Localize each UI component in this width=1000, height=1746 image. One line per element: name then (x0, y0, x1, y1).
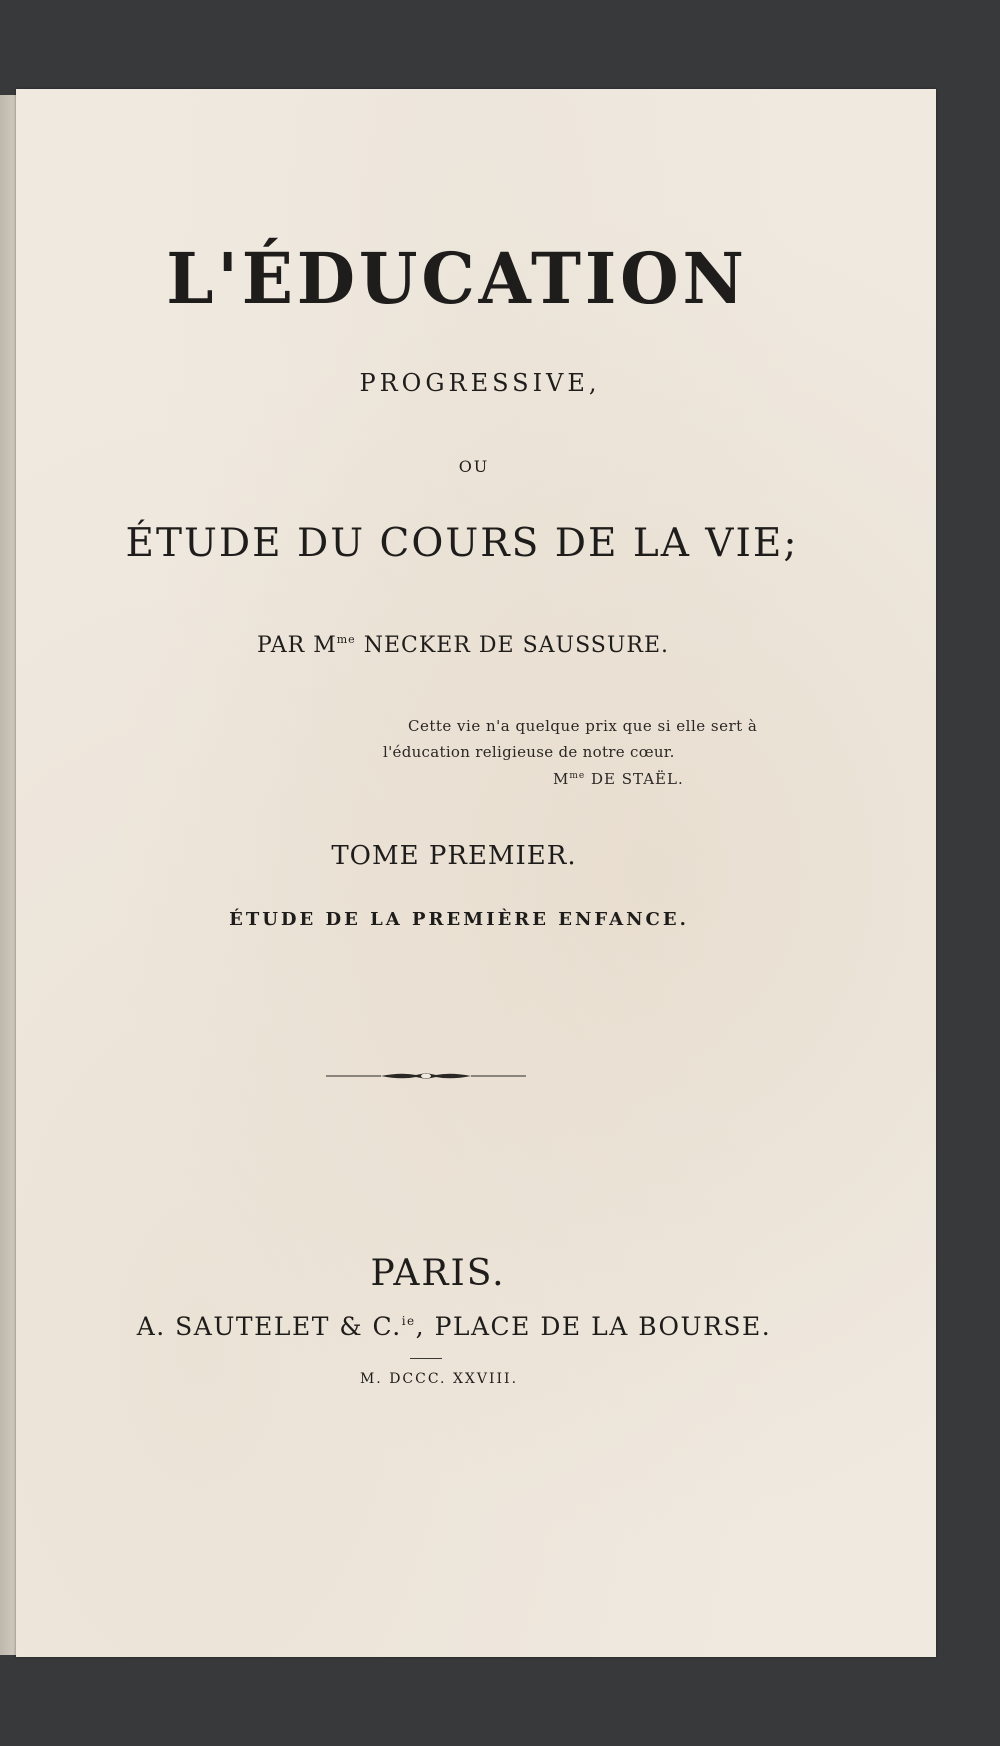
publisher-suffix: , PLACE DE LA BOURSE. (415, 1312, 772, 1341)
publication-year: M. DCCC. XXVIII. (359, 1371, 519, 1387)
decorative-rule-icon (326, 1070, 526, 1082)
volume-subject: ÉTUDE DE LA PREMIÈRE ENFANCE. (229, 909, 689, 930)
conjunction-ou: OU (458, 457, 490, 476)
subtitle-etude-du-cours: ÉTUDE DU COURS DE LA VIE; (125, 521, 799, 566)
date-rule (410, 1358, 442, 1359)
publisher-superscript: ie (401, 1314, 416, 1328)
volume-label: TOME PREMIER. (331, 841, 577, 871)
publisher-prefix: A. SAUTELET & C. (136, 1312, 402, 1341)
author-superscript: me (336, 633, 356, 646)
publisher-line (0, 1312, 914, 1341)
attribution-superscript: me (569, 771, 586, 781)
author-name: NECKER DE SAUSSURE. (363, 633, 670, 658)
epigraph-line-2: l'éducation religieuse de notre cœur. (383, 743, 675, 761)
attribution-name: DE STAËL. (591, 770, 684, 788)
main-title: L'ÉDUCATION (166, 237, 748, 320)
epigraph-line-1: Cette vie n'a quelque prix que si elle sert à (408, 717, 758, 735)
subtitle-progressive: PROGRESSIVE, (359, 369, 601, 397)
epigraph-attribution (553, 770, 684, 788)
publication-city: PARIS. (370, 1253, 506, 1294)
author-line (3, 633, 923, 658)
title-page (16, 89, 936, 1657)
author-prefix: PAR M (256, 633, 337, 658)
attribution-prefix: M (553, 770, 570, 788)
